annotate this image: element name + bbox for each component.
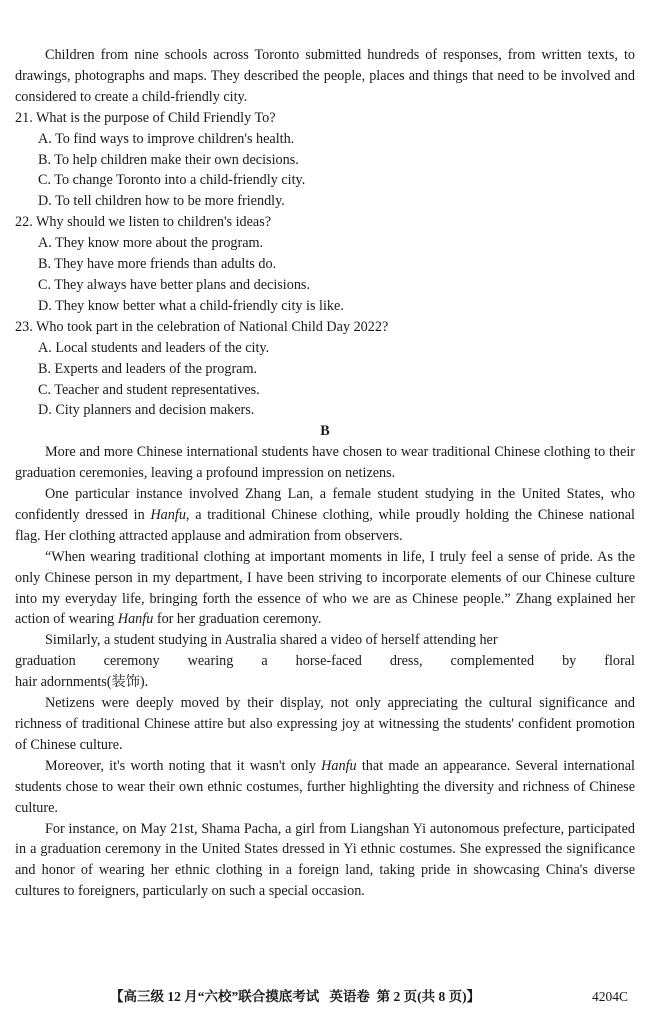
text-segment: One particular instance involved Zhang Lan, a female student studying in the United States, who confidently dressed in [15,486,635,523]
option-d: D. To tell children how to be more friendly. [38,193,285,210]
text-segment: Moreover, it's worth noting that it wasn't only [45,757,322,774]
text-segment: that made an appearance. Several international students chose to wear their own ethnic costumes, further highlighting the diversity and richness of Chinese culture. [15,757,635,816]
passage-paragraph-3 [15,547,635,631]
page-content [15,45,635,902]
option-b: B. They have more friends than adults do. [38,256,277,273]
text-segment: “When wearing traditional clothing at important moments in life, I truly feel a sense of pride. As the only Chinese person in my department, I have been striving to incorporate elements of our Chinese culture into my everyday life, bringing forth the essence of who we are as Chinese people.” Zhang explained her action of wearing [15,548,635,628]
text-segment: for her graduation ceremony. [153,611,322,628]
option-d: D. City planners and decision makers. [38,402,255,419]
question-23 [15,317,635,422]
question-stem: 23. Who took part in the celebration of National Child Day 2022? [15,318,389,335]
footer-page-number: 第 2 页(共 8 页)】 [376,989,481,1004]
footer-info [110,986,480,1008]
question-stem: 22. Why should we listen to children's ideas? [15,214,272,231]
paragraph-line: hair adornments(装饰). [15,674,149,691]
page-footer [0,986,648,1008]
passage-paragraph-7: For instance, on May 21st, Shama Pacha, a girl from Liangshan Yi autonomous prefecture, participated in a graduation ceremony in the United States dressed in Yi ethnic costumes. She expressed the significance and honor of wearing her ethnic clothing in a foreign land, taking pride in showcasing China's diverse cultures to foreigners, particularly on such a special occasion. [15,820,635,900]
section-b-heading: B [320,423,330,440]
passage-paragraph-1: More and more Chinese international students have chosen to wear traditional Chinese clothing to their graduation ceremonies, leaving a profound impression on netizens. [15,444,635,482]
option-a: A. They know more about the program. [38,235,264,252]
passage-paragraph-5: Netizens were deeply moved by their display, not only appreciating the cultural significance and richness of traditional Chinese attire but also expressing joy at witnessing the students' confident promotion of Chinese culture. [15,695,635,753]
italic-term: Hanfu [117,611,154,628]
italic-term: Hanfu [321,757,357,774]
option-c: C. To change Toronto into a child-friendly city. [38,172,306,189]
paragraph-line: graduation ceremony wearing a horse-faced dress, complemented by floral [15,653,635,670]
footer-subject: 英语卷 [329,989,370,1004]
option-a: A. To find ways to improve children's health. [38,130,295,147]
text-segment: , a traditional Chinese clothing, while proudly holding the Chinese national flag. Her clothing attracted applause and admiration from observers. [15,506,635,544]
passage-paragraph-6 [15,756,635,819]
footer-exam-code: 4204C [592,989,629,1004]
passage-paragraph-4 [15,630,635,693]
option-b: B. Experts and leaders of the program. [38,360,258,377]
question-stem: 21. What is the purpose of Child Friendly To? [15,109,276,126]
option-b: B. To help children make their own decisions. [38,151,299,168]
footer-exam-title: 【高三级 12 月“六校”联合摸底考试 [110,989,320,1004]
italic-term: Hanfu [150,506,186,523]
paragraph-line: Similarly, a student studying in Australia shared a video of herself attending her [45,632,498,649]
question-21 [15,108,635,213]
option-c: C. Teacher and student representatives. [38,381,260,398]
passage-paragraph-2 [15,484,635,547]
intro-paragraph: Children from nine schools across Toronto submitted hundreds of responses, from written texts, to drawings, photographs and maps. They described the people, places and things that need to be involved and considered to create a child-friendly city. [15,47,635,105]
question-22 [15,212,635,317]
option-d: D. They know better what a child-friendly city is like. [38,297,344,314]
option-c: C. They always have better plans and decisions. [38,276,310,293]
option-a: A. Local students and leaders of the city. [38,339,270,356]
